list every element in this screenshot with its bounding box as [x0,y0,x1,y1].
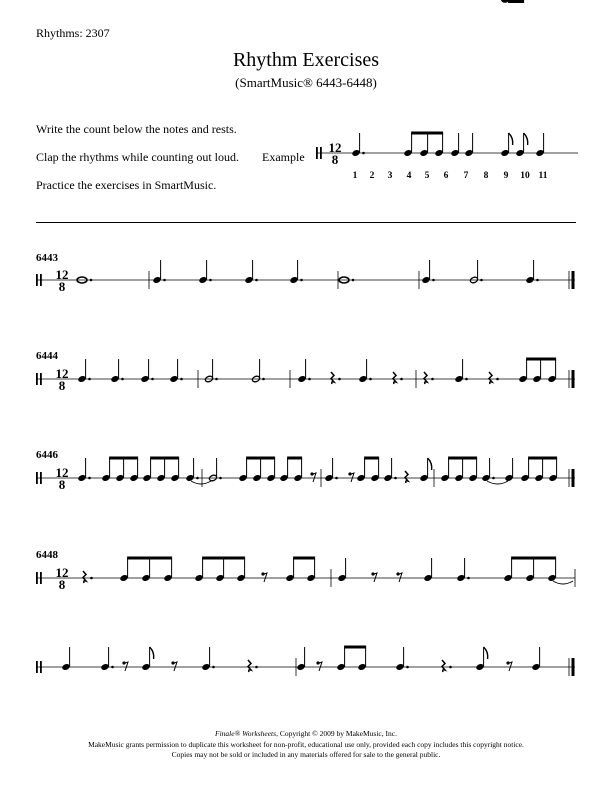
instruction-1: Write the count below the notes and rests. [36,122,237,136]
final-barline [572,271,575,289]
augmentation-dot [400,378,403,381]
augmentation-dot [255,666,258,669]
notehead [501,0,509,3]
footer-restriction: Copies may not be sold or included in any materials offered for sale to the general public. [171,750,441,759]
beam [411,132,443,135]
percussion-clef [36,274,38,286]
final-barline [572,658,575,676]
augmentation-dot [219,477,222,480]
footer-permission: MakeMusic grants permission to duplicate this worksheet for non-profit, educational use only, provided each copy includes this copyright notice. [88,739,524,749]
time-signature-bottom: 8 [58,279,66,294]
percussion-clef [40,373,42,385]
augmentation-dot [255,279,258,282]
beam [109,457,138,460]
example-count: 11 [538,171,548,181]
percussion-clef [316,147,318,159]
augmentation-dot [180,378,183,381]
example-count: 8 [483,171,489,181]
augmentation-dot [209,279,212,282]
percussion-clef [36,373,38,385]
augmentation-dot [262,378,265,381]
quarter-rest [83,571,86,583]
augmentation-dot [496,378,499,381]
augmentation-dot [163,279,166,282]
beam [202,557,245,560]
eighth-rest [318,662,322,671]
exercise-label-6446: 6446 [36,449,58,461]
eighth-flag [509,133,513,145]
augmentation-dot [335,477,338,480]
augmentation-dot [432,279,435,282]
augmentation-dot [212,666,215,669]
beam [150,457,179,460]
example-count: 6 [443,171,449,181]
augmentation-dot [465,378,468,381]
augmentation-dot [352,279,355,282]
augmentation-dot [480,279,483,282]
percussion-clef [36,572,38,584]
example-count: 7 [463,171,469,181]
augmentation-dot [121,378,124,381]
beam [528,457,557,460]
augmentation-dot [492,477,495,480]
augmentation-dot [338,378,341,381]
time-signature-bottom: 8 [58,378,66,393]
eighth-flag [484,647,488,659]
quarter-rest [442,660,445,672]
copyright-footer [0,729,612,761]
augmentation-dot [90,577,93,580]
augmentation-dot [369,378,372,381]
percussion-clef [40,472,42,484]
beam [344,646,366,649]
augmentation-dot [196,477,199,480]
quarter-rest [331,372,334,384]
percussion-clef [36,661,38,673]
augmentation-dot [431,378,434,381]
tie [191,481,211,484]
percussion-clef [40,274,42,286]
beam [511,557,556,560]
time-signature-bottom: 8 [58,477,66,492]
time-signature-top: 12 [55,267,69,282]
percussion-clef [320,147,322,159]
beam [364,457,379,460]
eighth-rest [173,662,177,671]
augmentation-dot [406,666,409,669]
time-signature-top: 12 [55,565,69,580]
augmentation-dot [536,279,539,282]
augmentation-dot [467,577,470,580]
quarter-rest [248,660,251,672]
example-count: 4 [406,171,412,181]
final-barline [572,370,575,388]
augmentation-dot [90,279,93,282]
exercise-label-6444: 6444 [36,350,58,362]
quarter-rest [489,372,492,384]
example-count: 1 [352,171,358,181]
exercise-label-6443: 6443 [36,252,58,264]
augmentation-dot [215,378,218,381]
beam [293,557,315,560]
eighth-rest [124,662,128,671]
eighth-rest [263,573,267,582]
percussion-clef [40,572,42,584]
example-count: 5 [424,171,430,181]
augmentation-dot [111,666,114,669]
footer-product: Finale® Worksheets [215,729,277,738]
quarter-rest [393,372,396,384]
percussion-clef [40,661,42,673]
beam [287,457,302,460]
beam [448,457,477,460]
example-count: 9 [503,171,509,181]
beam [127,557,172,560]
example-count: 3 [387,171,393,181]
instruction-3: Practice the exercises in SmartMusic. [36,178,217,192]
time-signature-bottom: 8 [331,152,339,167]
eighth-rest [508,662,512,671]
augmentation-dot [300,279,303,282]
instruction-2: Clap the rhythms while counting out loud. [36,150,239,164]
augmentation-dot [449,666,452,669]
page-title: Rhythm Exercises [232,49,380,71]
final-barline [572,469,575,487]
eighth-flag [428,458,432,470]
worksheet-code: Rhythms: 2307 [36,26,110,40]
time-signature-bottom: 8 [58,577,66,592]
percussion-clef [36,472,38,484]
time-signature-top: 12 [55,366,69,381]
exercise-label-6448: 6448 [36,549,58,561]
tie [553,581,573,584]
eighth-rest [373,573,377,582]
footer-copyright: , Copyright © 2009 by MakeMusic, Inc. [276,729,397,738]
time-signature-top: 12 [55,465,69,480]
example-label: Example [262,150,305,164]
quarter-rest [405,471,408,483]
tie [487,481,508,484]
augmentation-dot [88,477,91,480]
augmentation-dot [151,378,154,381]
augmentation-dot [362,152,365,155]
eighth-rest [312,473,316,482]
time-signature-top: 12 [328,140,342,155]
eighth-flag [150,647,154,659]
augmentation-dot [88,378,91,381]
example-count: 10 [520,171,530,181]
augmentation-dot [394,477,397,480]
example-count: 2 [369,171,375,181]
beam [246,457,275,460]
page-subtitle: (SmartMusic® 6443-6448) [235,75,377,90]
beam [508,0,524,3]
eighth-flag [524,133,528,145]
augmentation-dot [308,378,311,381]
eighth-rest [350,473,354,482]
beam [526,358,556,361]
quarter-rest [424,372,427,384]
eighth-rest [398,573,402,582]
